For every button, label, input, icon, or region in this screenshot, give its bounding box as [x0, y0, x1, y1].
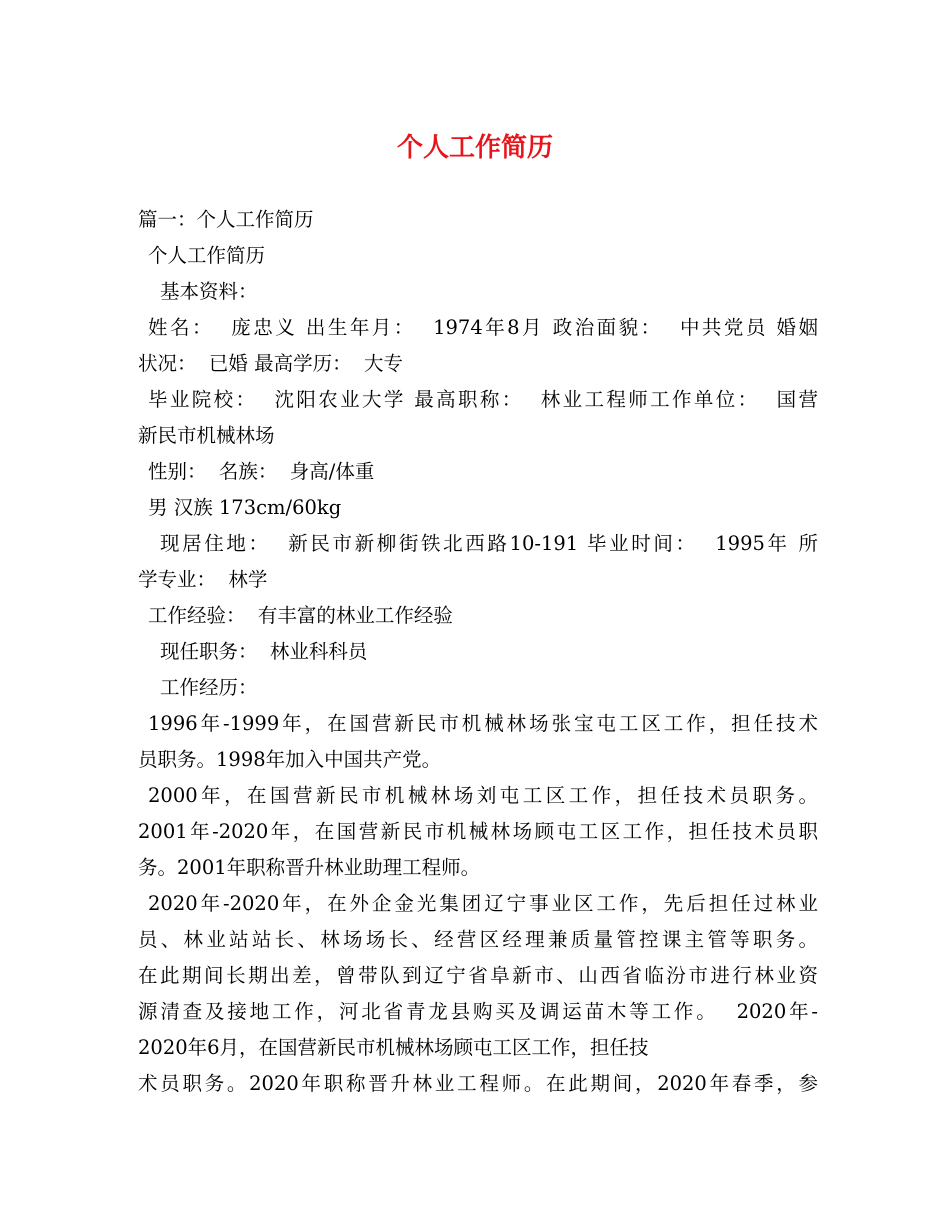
body-line: 基本资料： [160, 280, 258, 303]
body-line: 1996年-1999年，在国营新民市机械林场张宝屯工区工作，担任技术 [148, 712, 818, 735]
document-title: 个人工作简历 [396, 133, 553, 163]
body-line: 2020年-2020年，在外企金光集团辽宁事业区工作，先后担任过林业 [148, 892, 818, 915]
body-line: 学专业： 林学 [138, 568, 268, 591]
body-line: 在此期间长期出差，曾带队到辽宁省阜新市、山西省临汾市进行林业资 [138, 964, 818, 987]
body-line: 新民市机械林场 [138, 424, 275, 447]
body-line: 2020年6月，在国营新民市机械林场顾屯工区工作，担任技 [138, 1036, 649, 1059]
body-line: 务。2001年职称晋升林业助理工程师。 [138, 856, 481, 879]
body-line: 个人工作简历 [148, 244, 266, 267]
body-line: 2000年，在国营新民市机械林场刘屯工区工作，担任技术员职务。 [148, 784, 818, 807]
document-body [138, 202, 818, 1102]
body-line: 男 汉族 173cm/60kg [148, 496, 342, 519]
body-line: 工作经验： 有丰富的林业工作经验 [148, 604, 453, 627]
body-line: 术员职务。2020年职称晋升林业工程师。在此期间，2020年春季，参 [138, 1072, 818, 1095]
body-line: 员、林业站站长、林场场长、经营区经理兼质量管控课主管等职务。 [138, 928, 818, 951]
body-line: 毕业院校： 沈阳农业大学 最高职称： 林业工程师工作单位： 国营 [148, 388, 818, 411]
body-line: 2001年-2020年，在国营新民市机械林场顾屯工区工作，担任技术员职 [138, 820, 818, 843]
body-line: 源清查及接地工作，河北省青龙县购买及调运苗木等工作。 2020年- [138, 1000, 818, 1023]
body-line: 状况： 已婚 最高学历： 大专 [138, 352, 403, 375]
body-line: 姓名： 庞忠义 出生年月： 1974年8月 政治面貌： 中共党员 婚姻 [148, 316, 818, 339]
body-line: 性别： 名族： 身高/体重 [148, 460, 375, 483]
body-line: 篇一：个人工作简历 [138, 208, 314, 231]
body-line: 现任职务： 林业科科员 [160, 640, 368, 663]
body-line: 现居住地： 新民市新柳街铁北西路10-191 毕业时间： 1995年 所 [160, 532, 818, 555]
body-line: 员职务。1998年加入中国共产党。 [138, 748, 442, 771]
body-line: 工作经历： [160, 676, 258, 699]
